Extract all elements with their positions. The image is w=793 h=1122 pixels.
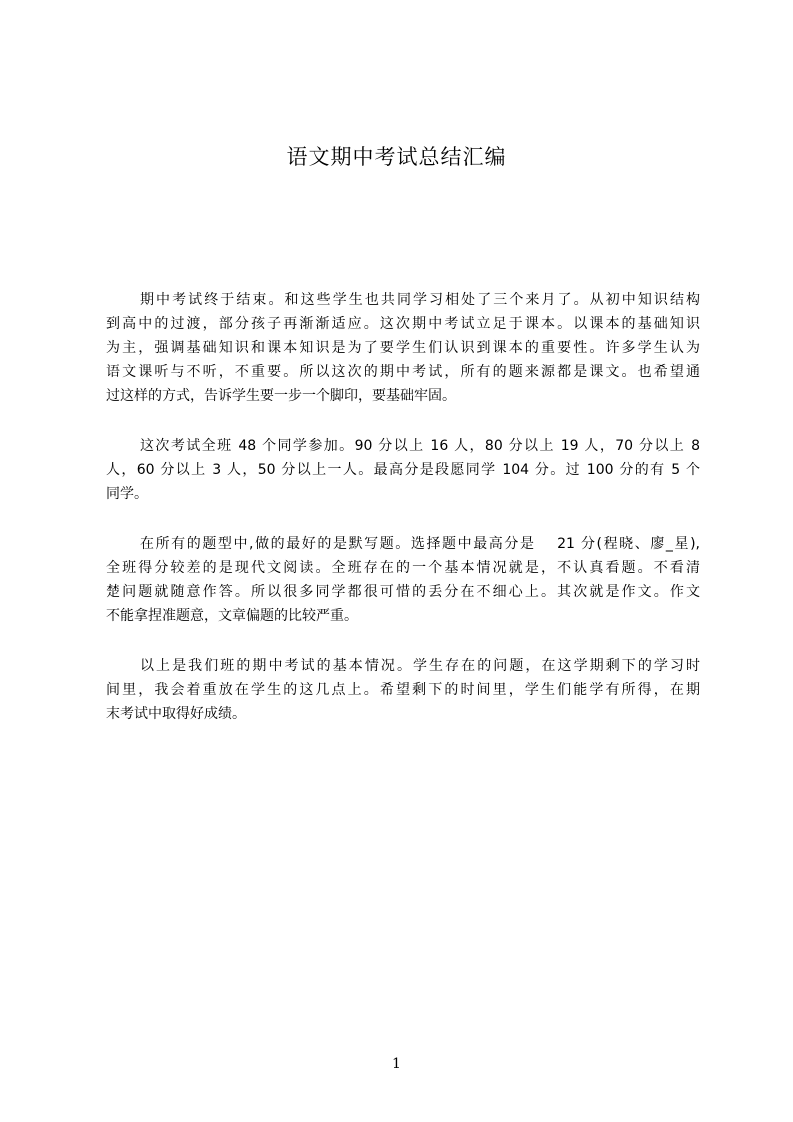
page-number: 1: [392, 1056, 401, 1072]
paragraph-line: 在所有的题型中,做的最好的是默写题。选择题中最高分是 21 分(程晓、廖_星),: [140, 536, 700, 552]
paragraph-line: 全班得分较差的是现代文阅读。全班存在的一个基本情况就是，不认真看题。不看清: [106, 560, 700, 576]
paragraph-line: 这次考试全班 48 个同学参加。90 分以上 16 人，80 分以上 19 人，70 分以上 8: [140, 438, 700, 454]
paragraph-line: 过这样的方式，告诉学生要一步一个脚印，要基础牢固。: [106, 388, 456, 404]
document-body: [106, 288, 700, 752]
paragraph-score-statistics: [106, 434, 700, 506]
paragraph-line: 人，60 分以上 3 人，50 分以上一人。最高分是段愿同学 104 分。过 100 分的有 5 个: [106, 462, 700, 478]
paragraph-line: 到高中的过渡，部分孩子再渐渐适应。这次期中考试立足于课本。以课本的基础知识: [106, 316, 700, 332]
paragraph-line: 楚问题就随意作答。所以很多同学都很可惜的丢分在不细心上。其次就是作文。作文: [106, 584, 700, 600]
paragraph-line: 为主，强调基础知识和课本知识是为了要学生们认识到课本的重要性。许多学生认为: [106, 340, 700, 356]
paragraph-conclusion: [106, 654, 700, 726]
paragraph-exam-overview: [106, 288, 700, 408]
paragraph-line: 以上是我们班的期中考试的基本情况。学生存在的问题，在这学期剩下的学习时: [140, 658, 700, 674]
paragraph-line: 末考试中取得好成绩。: [106, 706, 246, 722]
paragraph-line: 间里，我会着重放在学生的这几点上。希望剩下的时间里，学生们能学有所得，在期: [106, 682, 700, 698]
paragraph-question-analysis: [106, 532, 700, 628]
document-title: 语文期中考试总结汇编: [286, 145, 507, 169]
paragraph-line: 不能拿捏准题意，文章偏题的比较严重。: [106, 608, 358, 624]
paragraph-line: 期中考试终于结束。和这些学生也共同学习相处了三个来月了。从初中知识结构: [140, 292, 700, 308]
paragraph-line: 同学。: [106, 486, 148, 502]
paragraph-line: 语文课听与不听，不重要。所以这次的期中考试，所有的题来源都是课文。也希望通: [106, 364, 700, 380]
